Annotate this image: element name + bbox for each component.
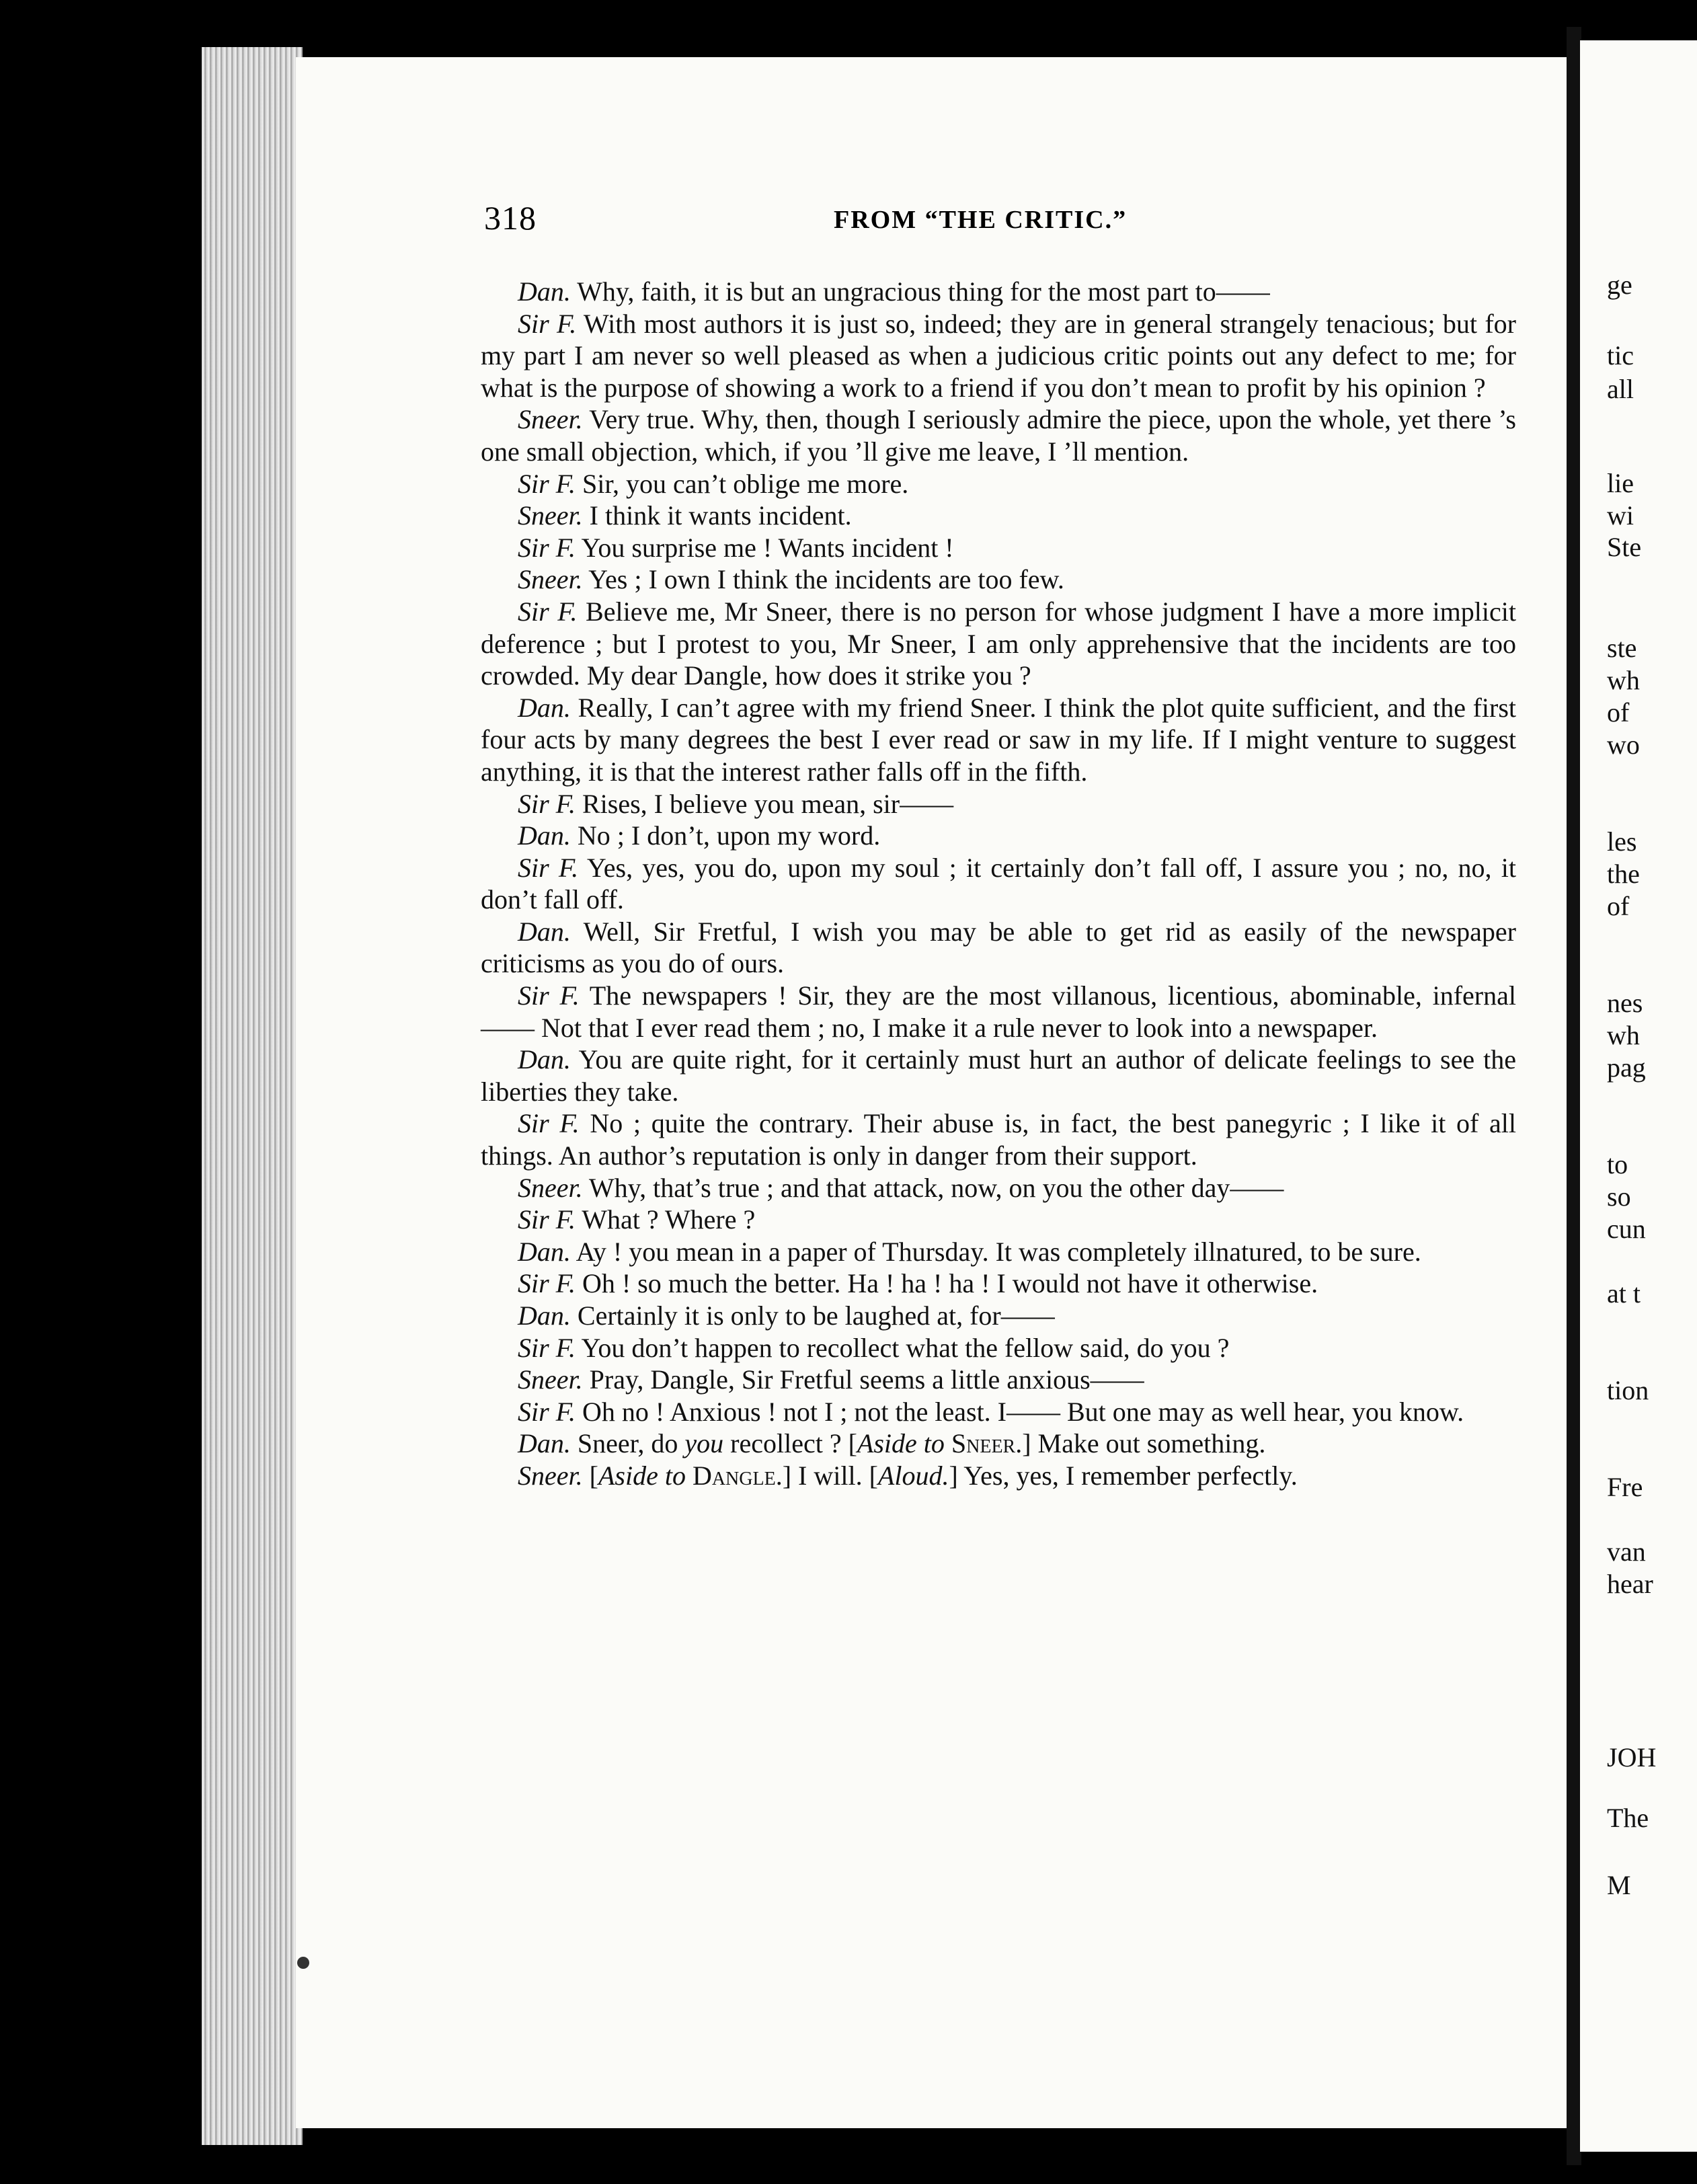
book-gutter	[1567, 27, 1581, 2165]
speech-text: Pray, Dangle, Sir Fretful seems a little anxious——	[582, 1364, 1144, 1395]
speaker-name: Sir F.	[518, 852, 579, 883]
facing-page-fragment-line: nes	[1607, 988, 1643, 1018]
speaker-name: Sir F.	[518, 1396, 576, 1427]
facing-page-fragment-line: ste	[1607, 633, 1637, 663]
facing-page-fragment-line: all	[1607, 374, 1634, 404]
dialogue-paragraph	[481, 788, 1516, 820]
stage-direction: Aloud.	[877, 1460, 949, 1491]
dialogue-paragraph	[481, 1107, 1516, 1171]
dialogue-paragraph	[481, 532, 1516, 564]
speaker-name: Sneer.	[518, 500, 583, 531]
dialogue-paragraph	[481, 692, 1516, 788]
dialogue-paragraph	[481, 1364, 1516, 1396]
speaker-name: Dan.	[518, 692, 571, 723]
facing-page-fragment-line: wo	[1607, 730, 1640, 760]
dialogue-paragraph	[481, 1204, 1516, 1236]
speaker-name: Sir F.	[518, 1332, 576, 1363]
speech-text: Rises, I believe you mean, sir——	[575, 788, 954, 819]
speech-text: Sir, you can’t oblige me more.	[575, 468, 909, 499]
speech-text: I think it wants incident.	[582, 500, 852, 531]
facing-page-fragment-line: tion	[1607, 1375, 1649, 1405]
facing-page-fragment-line: JOH	[1607, 1742, 1657, 1772]
dialogue-paragraph	[481, 1332, 1516, 1364]
speaker-name: Sneer.	[518, 564, 583, 595]
speech-text: No ; quite the contrary. Their abuse is, in fact, the best panegyric ; I like it of all things. An author’s reputation is only in danger from their support.	[481, 1108, 1516, 1171]
dialogue-paragraph	[481, 500, 1516, 532]
facing-page-fragment-line: of	[1607, 697, 1630, 728]
speaker-name: Dan.	[518, 1236, 571, 1267]
facing-page-fragment-line: tic	[1607, 340, 1634, 370]
dialogue-paragraph	[481, 1236, 1516, 1268]
dialogue-paragraph	[481, 276, 1516, 308]
page-blemish	[297, 1957, 309, 1969]
speech-text: What ? Where ?	[575, 1204, 756, 1235]
facing-page-fragment-line: lie	[1607, 468, 1634, 498]
speaker-name: Sir F.	[518, 532, 576, 563]
facing-page-fragment-line: hear	[1607, 1569, 1653, 1599]
facing-page-fragment-line: ge	[1607, 270, 1632, 300]
facing-page-fragment-line: Ste	[1607, 532, 1642, 562]
facing-page-fragment-line: of	[1607, 891, 1630, 921]
speech-text: Why, faith, it is but an ungracious thing for the most part to——	[570, 276, 1270, 307]
speech-text: Yes ; I own I think the incidents are too few.	[582, 564, 1064, 595]
speech-text: Ay ! you mean in a paper of Thursday. It was completely illnatured, to be sure.	[570, 1236, 1421, 1267]
speech-text: You are quite right, for it certainly must hurt an author of delicate feelings to see the liberties they take.	[481, 1044, 1516, 1107]
running-title: FROM “THE CRITIC.”	[834, 206, 1128, 234]
speech-text: With most authors it is just so, indeed; they are in general strangely tenacious; but for my part I am never so well pleased as when a judicious critic points out any defect to me; for what is the purpose of showing a work to a friend if you don’t mean to profit by his opinion ?	[481, 308, 1517, 403]
dialogue-paragraph	[481, 1044, 1516, 1107]
dialogue-paragraph	[481, 308, 1516, 404]
speaker-name: Sneer.	[518, 1364, 583, 1395]
speech-text: Why, that’s true ; and that attack, now, on you the other day——	[582, 1172, 1284, 1203]
facing-page-fragment-line: van	[1607, 1536, 1646, 1567]
page-header	[484, 198, 1520, 245]
facing-page-fragment	[1580, 40, 1697, 2152]
dialogue-paragraph	[481, 596, 1516, 692]
character-name: Sneer	[951, 1428, 1016, 1459]
facing-page-fragment-line: wh	[1607, 1020, 1640, 1050]
facing-page-fragment-line: at t	[1607, 1278, 1641, 1309]
speaker-name: Sir F.	[518, 980, 580, 1011]
dialogue-paragraph	[481, 980, 1516, 1044]
dialogue-paragraph	[481, 820, 1516, 852]
speaker-name: Sir F.	[518, 1268, 576, 1299]
facing-page-fragment-line: wh	[1607, 665, 1640, 695]
speaker-name: Sir F.	[518, 308, 577, 339]
speaker-name: Sir F.	[518, 788, 576, 819]
facing-page-fragment-line: the	[1607, 859, 1640, 889]
speech-text: Certainly it is only to be laughed at, for——	[570, 1300, 1055, 1331]
speech-text: No ; I don’t, upon my word.	[570, 820, 881, 851]
speaker-name: Dan.	[518, 820, 571, 851]
speaker-name: Dan.	[518, 1044, 571, 1075]
dialogue-paragraph	[481, 468, 1516, 500]
dialogue-paragraph	[481, 403, 1516, 467]
character-name: Dangle	[692, 1460, 776, 1491]
speaker-name: Dan.	[518, 1300, 571, 1331]
speaker-name: Sir F.	[518, 468, 576, 499]
facing-page-fragment-line: wi	[1607, 500, 1634, 531]
speaker-name: Sir F.	[518, 1204, 576, 1235]
speaker-name: Sneer.	[518, 1460, 583, 1491]
dialogue-paragraph	[481, 563, 1516, 596]
speech-text: Oh ! so much the better. Ha ! ha ! ha ! I would not have it otherwise.	[575, 1268, 1318, 1299]
facing-page-fragment-line: cun	[1607, 1214, 1646, 1244]
dialogue-paragraph	[481, 852, 1516, 916]
stage-direction: Aside to	[598, 1460, 693, 1491]
speaker-name: Sneer.	[518, 1172, 583, 1203]
speaker-name: Sir F.	[518, 1108, 580, 1139]
speech-text: The newspapers ! Sir, they are the most villanous, licentious, abominable, infernal—— Not that I ever read them ; no, I make it a rule never to look into a newspaper.	[481, 980, 1516, 1043]
speaker-name: Sir F.	[518, 596, 578, 627]
facing-page-fragment-line: pag	[1607, 1052, 1646, 1083]
page-number: 318	[484, 199, 537, 237]
stage-direction: Aside to	[857, 1428, 951, 1459]
dialogue-text	[481, 276, 1516, 1492]
speaker-name: Dan.	[518, 916, 571, 947]
dialogue-paragraph: Sneer. [Aside to Dangle.] I will. [Aloud.] Yes, yes, I remember perfectly.	[518, 1460, 1298, 1491]
speaker-name: Dan.	[518, 276, 571, 307]
dialogue-paragraph: Dan. Sneer, do you recollect ? [Aside to Sneer.] Make out something.	[518, 1428, 1266, 1459]
speech-text: Believe me, Mr Sneer, there is no person for whose judgment I have a more implicit deference ; but I protest to you, Mr Sneer, I am only apprehensive that the incidents are too crowded. My dear Dangle, how does it strike you ?	[481, 596, 1516, 691]
speech-text: You don’t happen to recollect what the fellow said, do you ?	[575, 1332, 1230, 1363]
speech-text: Well, Sir Fretful, I wish you may be able to get rid as easily of the newspaper criticisms as you do of ours.	[481, 916, 1516, 979]
speech-text: Very true. Why, then, though I seriously admire the piece, upon the whole, yet there ’s one small objection, which, if you ’ll give me leave, I ’ll mention.	[481, 404, 1516, 467]
dialogue-paragraph	[481, 916, 1516, 980]
dialogue-paragraph	[481, 1396, 1516, 1428]
speech-text: Oh no ! Anxious ! not I ; not the least. I—— But one may as well hear, you know.	[575, 1396, 1464, 1427]
speaker-name: Sneer.	[518, 404, 583, 435]
dialogue-paragraph	[481, 1268, 1516, 1300]
dialogue-paragraph	[481, 1300, 1516, 1332]
speech-text: You surprise me ! Wants incident !	[575, 532, 954, 563]
facing-page-fragment-line: so	[1607, 1181, 1631, 1212]
facing-page-fragment-line: M	[1607, 1870, 1631, 1900]
book-page-edges	[202, 47, 303, 2145]
dialogue-paragraph	[481, 1172, 1516, 1204]
facing-page-fragment-line: to	[1607, 1149, 1628, 1179]
facing-page-fragment-line: les	[1607, 826, 1637, 857]
facing-page-fragment-line: Fre	[1607, 1472, 1643, 1502]
speech-text: Really, I can’t agree with my friend Sneer. I think the plot quite sufficient, and the first four acts by many degrees the best I ever read or saw in my life. If I might venture to suggest anything, it is that the interest rather falls off in the fifth.	[481, 692, 1516, 787]
speaker-name: Dan.	[518, 1428, 571, 1459]
speech-text: Yes, yes, you do, upon my soul ; it certainly don’t fall off, I assure you ; no, no, it don’t fall off.	[481, 852, 1516, 915]
facing-page-fragment-line: The	[1607, 1803, 1649, 1833]
